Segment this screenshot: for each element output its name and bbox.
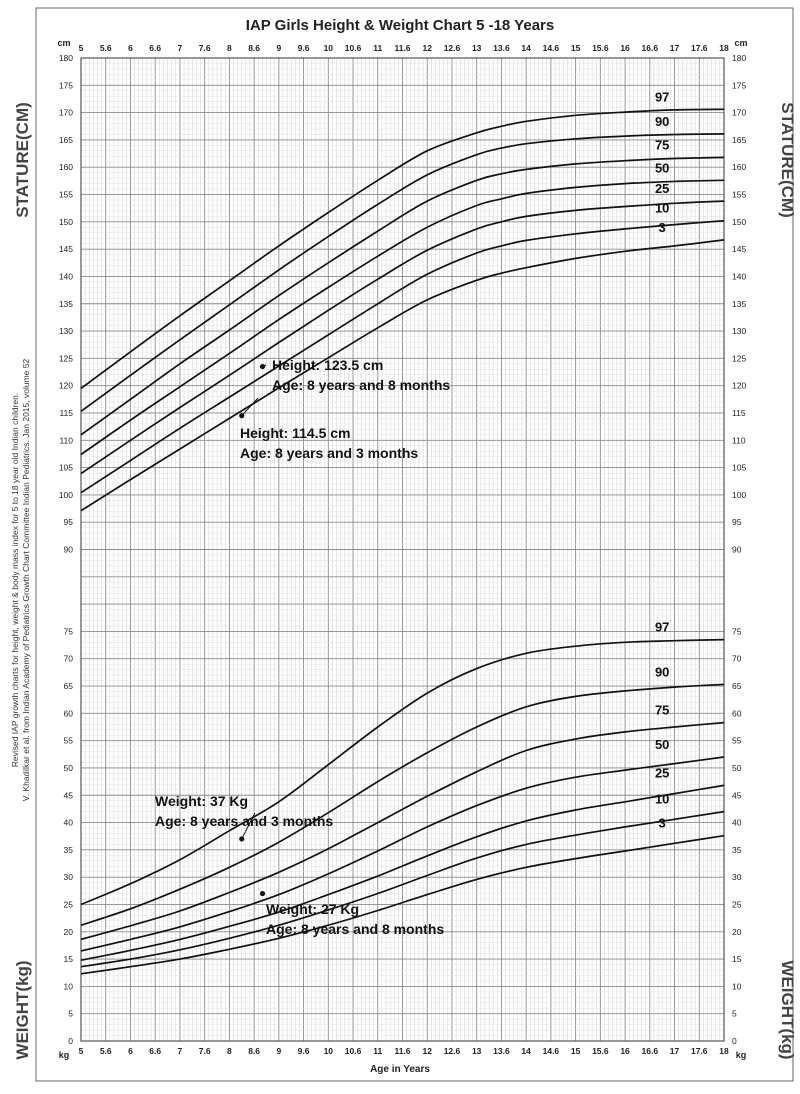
x-tick-label-top: 15 <box>570 43 581 53</box>
y-tick-weight-right: 25 <box>732 899 742 910</box>
annotation-text: Age: 8 years and 3 months <box>155 813 334 829</box>
y-tick-stature-right: 90 <box>732 544 742 555</box>
y-tick-weight-left: 0 <box>68 1036 73 1046</box>
y-tick-stature-right: 150 <box>732 216 747 227</box>
y-tick-stature-right: 135 <box>732 298 747 309</box>
x-tick-label-bottom: 9.6 <box>297 1046 310 1056</box>
x-tick-label-bottom: 5 <box>78 1046 84 1056</box>
x-tick-label-bottom: 18 <box>719 1046 729 1056</box>
annotation-point <box>260 891 265 896</box>
x-tick-label-top: 14.6 <box>542 43 560 53</box>
weight-percentile-label: 10 <box>654 791 670 807</box>
x-tick-label-top: 8 <box>227 43 232 53</box>
x-tick-label-top: 16.6 <box>641 43 659 53</box>
stature-percentile-label: 90 <box>654 113 670 129</box>
y-tick-stature-left: 145 <box>58 244 73 255</box>
x-tick-label-top: 6.6 <box>149 43 162 53</box>
y-tick-weight-left: 40 <box>63 817 73 828</box>
weight-unit-left: kg <box>58 1050 70 1060</box>
x-tick-label-top: 10 <box>323 43 334 53</box>
x-tick-label-bottom: 16.6 <box>641 1046 659 1056</box>
stature-percentile-label: 3 <box>658 219 666 235</box>
x-tick-label-bottom: 11.6 <box>394 1046 411 1056</box>
y-tick-weight-left: 10 <box>63 981 73 992</box>
annotation-point <box>260 364 265 369</box>
y-tick-weight-left: 5 <box>68 1008 73 1019</box>
stature-percentile-label: 10 <box>654 200 670 216</box>
side-note-line-1: Revised IAP growth charts for height, weight & body mass index for 5 to 18 year old Indian children. <box>10 392 20 768</box>
stature-percentile-label: 50 <box>654 160 670 176</box>
x-tick-label-bottom: 15 <box>570 1046 581 1056</box>
y-tick-stature-left: 110 <box>59 435 73 446</box>
y-tick-stature-left: 180 <box>58 53 73 63</box>
x-tick-label-top: 8.6 <box>248 43 261 53</box>
y-tick-weight-left: 25 <box>63 899 73 910</box>
stature-unit-left: cm <box>57 38 71 48</box>
stature-unit-right: cm <box>734 38 748 48</box>
weight-unit-right: kg <box>735 1050 747 1060</box>
x-tick-label-top: 17 <box>669 43 680 53</box>
x-tick-label-bottom: 17.6 <box>690 1046 708 1056</box>
y-tick-stature-right: 165 <box>732 134 747 145</box>
x-tick-label-bottom: 7.6 <box>198 1046 211 1056</box>
y-tick-stature-left: 90 <box>63 544 73 555</box>
x-tick-label-bottom: 13 <box>471 1046 482 1056</box>
x-tick-label-top: 13 <box>471 43 482 53</box>
y-tick-stature-right: 105 <box>732 462 747 473</box>
x-tick-label-top: 7 <box>177 43 183 53</box>
stature-percentile-label: 97 <box>654 89 670 105</box>
y-tick-stature-left: 160 <box>58 162 73 173</box>
x-tick-label-top: 5.6 <box>99 43 112 53</box>
y-tick-weight-right: 40 <box>732 817 742 828</box>
stature-percentile-label: 75 <box>654 137 670 153</box>
y-tick-weight-left: 55 <box>63 735 73 746</box>
y-tick-weight-left: 75 <box>63 626 73 637</box>
y-tick-stature-left: 95 <box>63 517 73 528</box>
side-note-line-2: V. Khadilkar et al. from Indian Academy of Pediatrics Growth Chart Committee Indian Pediatrics. Jan 2015, volume 52 <box>21 358 31 802</box>
stature-axis-title-left: STATURE(CM) <box>13 102 32 218</box>
x-tick-label-bottom: 14.6 <box>542 1046 560 1056</box>
y-tick-weight-right: 15 <box>732 954 742 965</box>
x-tick-label-top: 5 <box>78 43 84 53</box>
y-tick-weight-right: 35 <box>732 844 742 855</box>
weight-axis-title-right: WEIGHT(kg) <box>778 960 797 1060</box>
x-tick-label-top: 7.6 <box>198 43 211 53</box>
y-tick-stature-right: 115 <box>732 407 746 418</box>
annotation-text: Age: 8 years and 8 months <box>272 377 451 393</box>
y-tick-stature-right: 160 <box>732 162 747 173</box>
y-tick-stature-right: 145 <box>732 244 747 255</box>
x-tick-label-bottom: 10.6 <box>344 1046 362 1056</box>
y-tick-stature-left: 115 <box>59 407 73 418</box>
y-tick-stature-right: 180 <box>732 53 747 63</box>
weight-percentile-label: 90 <box>654 664 670 680</box>
y-tick-stature-left: 130 <box>58 326 73 337</box>
y-tick-stature-right: 175 <box>732 80 747 91</box>
y-tick-stature-left: 170 <box>58 107 73 118</box>
x-tick-label-bottom: 16 <box>620 1046 630 1056</box>
y-tick-stature-right: 130 <box>732 326 747 337</box>
y-tick-stature-left: 140 <box>58 271 73 282</box>
weight-percentile-label: 25 <box>654 765 670 781</box>
y-tick-weight-left: 15 <box>63 954 73 965</box>
tick-labels <box>10 17 797 1075</box>
y-tick-weight-left: 30 <box>63 872 73 883</box>
y-tick-weight-right: 65 <box>732 681 742 692</box>
y-tick-weight-right: 30 <box>732 872 742 883</box>
y-tick-weight-left: 50 <box>63 762 73 773</box>
y-tick-stature-left: 175 <box>58 80 73 91</box>
x-tick-label-bottom: 14 <box>521 1046 531 1056</box>
annotation-text: Weight: 37 Kg <box>155 793 249 809</box>
x-tick-label-top: 18 <box>719 43 729 53</box>
y-tick-weight-right: 10 <box>732 981 742 992</box>
stature-percentile-label: 25 <box>654 181 670 197</box>
x-tick-label-top: 17.6 <box>690 43 708 53</box>
x-tick-label-top: 16 <box>620 43 630 53</box>
x-tick-label-top: 15.6 <box>592 43 609 53</box>
annotation-text: Age: 8 years and 3 months <box>240 445 419 461</box>
y-tick-stature-right: 120 <box>732 380 747 391</box>
y-tick-stature-left: 165 <box>58 134 73 145</box>
x-tick-label-bottom: 6.6 <box>149 1046 162 1056</box>
x-tick-label-top: 6 <box>128 43 133 53</box>
weight-percentile-label: 75 <box>654 702 670 718</box>
x-tick-label-bottom: 17 <box>669 1046 680 1056</box>
x-tick-label-bottom: 8 <box>227 1046 232 1056</box>
weight-percentile-label: 3 <box>658 815 666 831</box>
x-tick-label-bottom: 8.6 <box>248 1046 261 1056</box>
y-tick-weight-right: 75 <box>732 626 742 637</box>
x-tick-label-bottom: 10 <box>323 1046 334 1056</box>
annotation-text: Height: 123.5 cm <box>272 357 384 373</box>
x-tick-label-bottom: 12.6 <box>443 1046 461 1056</box>
x-tick-label-top: 9.6 <box>297 43 310 53</box>
y-tick-stature-left: 155 <box>58 189 73 200</box>
x-tick-label-top: 11.6 <box>394 43 411 53</box>
y-tick-weight-left: 20 <box>63 926 73 937</box>
x-tick-label-top: 14 <box>521 43 531 53</box>
y-tick-stature-left: 135 <box>58 298 73 309</box>
y-tick-stature-right: 100 <box>732 489 747 500</box>
stature-axis-title-right: STATURE(CM) <box>778 102 797 218</box>
weight-axis-title-left: WEIGHT(kg) <box>13 960 32 1060</box>
y-tick-weight-left: 35 <box>63 844 73 855</box>
x-tick-label-bottom: 7 <box>177 1046 183 1056</box>
y-tick-weight-left: 65 <box>63 681 73 692</box>
weight-percentile-label: 50 <box>654 737 670 753</box>
y-tick-stature-left: 100 <box>58 489 73 500</box>
y-tick-weight-left: 45 <box>63 790 73 801</box>
y-tick-weight-right: 50 <box>732 762 742 773</box>
y-tick-weight-right: 20 <box>732 926 742 937</box>
x-tick-label-bottom: 13.6 <box>493 1046 510 1056</box>
y-tick-stature-right: 125 <box>732 353 747 364</box>
x-tick-label-top: 12.6 <box>443 43 461 53</box>
y-tick-weight-right: 45 <box>732 790 742 801</box>
y-tick-weight-right: 55 <box>732 735 742 746</box>
annotation-text: Age: 8 years and 8 months <box>266 921 445 937</box>
y-tick-stature-right: 110 <box>732 435 746 446</box>
y-tick-stature-right: 155 <box>732 189 747 200</box>
x-tick-label-bottom: 11 <box>373 1046 383 1056</box>
y-tick-weight-left: 70 <box>63 653 73 664</box>
x-tick-label-top: 12 <box>422 43 432 53</box>
y-tick-stature-left: 125 <box>58 353 73 364</box>
annotation-text: Height: 114.5 cm <box>240 425 351 441</box>
x-tick-label-top: 13.6 <box>493 43 510 53</box>
annotation-text: Weight: 27 Kg <box>266 901 360 917</box>
weight-percentile-label: 97 <box>654 619 670 635</box>
x-tick-label-bottom: 15.6 <box>592 1046 609 1056</box>
y-tick-weight-right: 5 <box>732 1008 737 1019</box>
x-tick-label-top: 10.6 <box>344 43 362 53</box>
y-tick-weight-right: 0 <box>732 1036 737 1046</box>
x-tick-label-bottom: 9 <box>276 1046 282 1056</box>
y-tick-weight-left: 60 <box>63 708 73 719</box>
annotation-point <box>239 413 244 418</box>
chart-title: IAP Girls Height & Weight Chart 5 -18 Years <box>245 17 555 34</box>
y-tick-stature-left: 105 <box>58 462 73 473</box>
y-tick-weight-right: 70 <box>732 653 742 664</box>
y-tick-stature-left: 150 <box>58 216 73 227</box>
x-tick-label-bottom: 5.6 <box>99 1046 112 1056</box>
x-tick-label-top: 9 <box>276 43 282 53</box>
y-tick-stature-right: 140 <box>732 271 747 282</box>
annotation-point <box>239 836 244 841</box>
y-tick-stature-left: 120 <box>58 380 73 391</box>
x-axis-label: Age in Years <box>370 1064 430 1075</box>
x-tick-label-bottom: 12 <box>422 1046 432 1056</box>
y-tick-stature-right: 95 <box>732 517 742 528</box>
y-tick-stature-right: 170 <box>732 107 747 118</box>
y-tick-weight-right: 60 <box>732 708 742 719</box>
x-tick-label-top: 11 <box>373 43 383 53</box>
x-tick-label-bottom: 6 <box>128 1046 133 1056</box>
